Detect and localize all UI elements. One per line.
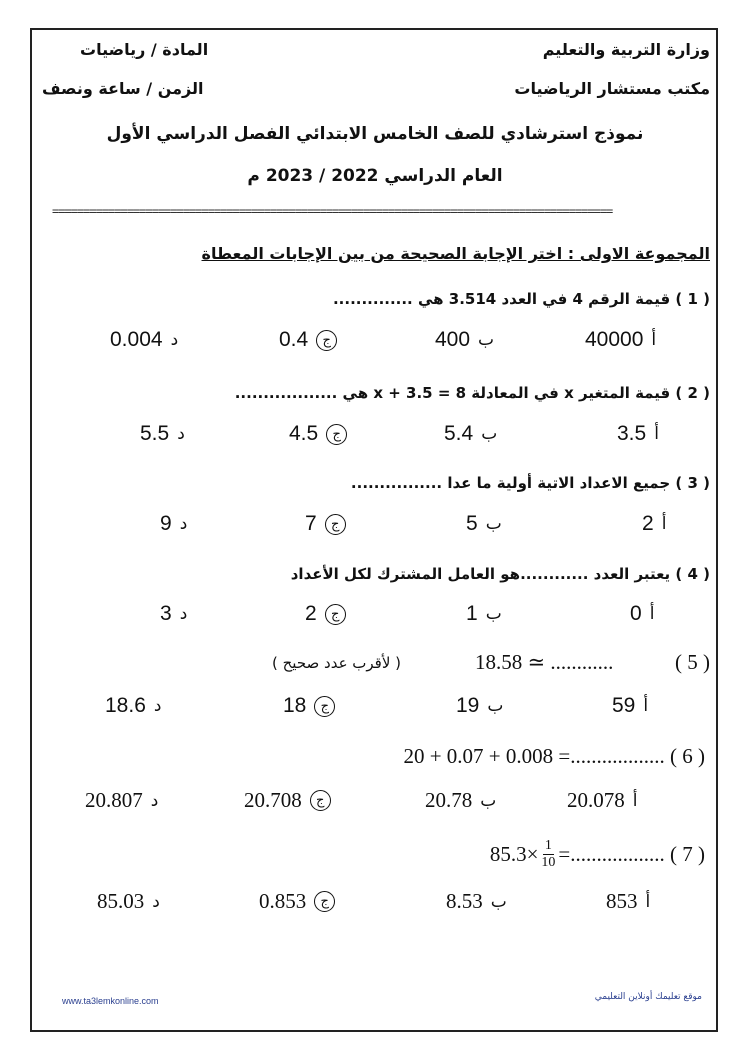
option-letter: ج <box>316 330 337 351</box>
q7-option-c <box>259 889 335 914</box>
question-2: ( 2 ) قيمة المتغير x في المعادلة 8 = x + 3.5 هي .................. <box>234 384 710 402</box>
option-value: 18 <box>283 694 307 717</box>
q2-option-a <box>617 422 659 446</box>
q2-option-d <box>140 422 185 446</box>
q4-option-a <box>630 602 654 626</box>
q6-option-b <box>425 788 496 813</box>
question-1: ( 1 ) قيمة الرقم 4 في العدد 3.514 هي .............. <box>332 290 710 308</box>
question-4: ( 4 ) يعتبر العدد ............هو العامل المشترك لكل الأعداد <box>290 565 710 583</box>
option-value: 0 <box>630 602 642 625</box>
separator-line: ========================================================================================== <box>52 204 613 218</box>
q3-option-a <box>642 512 666 536</box>
question-5-note: ( لأقرب عدد صحيح ) <box>272 654 402 672</box>
q5-option-a <box>612 694 648 718</box>
question-5-expression: 18.58 ≃ ............ <box>475 650 614 674</box>
option-letter: أ <box>661 514 667 534</box>
option-value: 85.03 <box>97 889 145 913</box>
fraction <box>541 838 555 871</box>
q5-option-d <box>105 694 161 718</box>
option-value: 3.5 <box>617 422 647 445</box>
footer-url[interactable]: www.ta3lemkonline.com <box>62 996 159 1006</box>
option-value: 853 <box>606 889 638 913</box>
option-value: 19 <box>456 694 480 717</box>
option-value: 20.78 <box>425 788 473 812</box>
option-letter: أ <box>654 424 659 444</box>
exam-title: نموذج استرشادي للصف الخامس الابتدائي الفصل الدراسي الأول <box>106 124 644 144</box>
ministry-label: وزارة التربية والتعليم <box>542 40 710 59</box>
q6-option-d <box>85 788 158 813</box>
option-letter: ب <box>487 696 504 716</box>
option-letter: ب <box>481 424 498 444</box>
q7-option-b <box>446 889 507 914</box>
question-6-expression: 20 + 0.07 + 0.008 =.................. ( 6 ) <box>403 744 705 768</box>
option-value: 8.53 <box>446 889 483 913</box>
option-letter: ب <box>480 790 497 811</box>
footer-site-name: موقع تعليمك أونلاين التعليمي <box>594 992 702 1002</box>
option-value: 5.4 <box>444 422 474 445</box>
option-value: 40000 <box>585 328 644 351</box>
question-7-right: =.................. ( 7 ) <box>558 842 705 866</box>
q1-option-a <box>585 328 656 352</box>
fraction-denominator: 10 <box>541 855 556 870</box>
option-letter: ب <box>490 891 507 912</box>
option-letter: ج <box>325 514 346 535</box>
q5-option-c <box>283 694 335 718</box>
q3-option-c <box>305 512 346 536</box>
option-letter: أ <box>651 330 657 350</box>
q2-option-c <box>289 422 347 446</box>
option-letter: ج <box>325 604 346 625</box>
option-value: 18.6 <box>105 694 146 717</box>
option-letter: أ <box>645 891 651 912</box>
academic-year: العام الدراسي 2022 / 2023 م <box>247 166 503 186</box>
q1-option-b <box>435 328 494 352</box>
option-letter: ج <box>314 891 335 912</box>
q7-option-a <box>606 889 650 914</box>
option-value: 400 <box>435 328 471 351</box>
option-value: 2 <box>642 512 654 535</box>
option-letter: د <box>153 696 162 716</box>
option-value: 20.807 <box>85 788 143 812</box>
option-letter: ب <box>485 604 502 624</box>
question-7-left: 85.3× <box>489 842 539 866</box>
question-5-number: ( 5 ) <box>675 650 710 674</box>
q1-option-c <box>279 328 337 352</box>
option-value: 2 <box>305 602 317 625</box>
option-value: 3 <box>160 602 172 625</box>
option-value: 20.708 <box>244 788 302 812</box>
q3-option-b <box>466 512 502 536</box>
option-value: 5.5 <box>140 422 170 445</box>
option-letter: ج <box>310 790 331 811</box>
option-value: 0.4 <box>279 328 309 351</box>
q4-option-d <box>160 602 187 626</box>
q7-option-d <box>97 889 160 914</box>
option-letter: د <box>177 424 185 444</box>
option-letter: أ <box>643 696 649 716</box>
q6-option-a <box>567 788 637 813</box>
option-value: 1 <box>466 602 478 625</box>
group-title: المجموعة الاولى : اختر الإجابة الصحيحة من بين الإجابات المعطاة <box>201 244 710 263</box>
option-letter: د <box>170 330 179 350</box>
option-letter: ج <box>314 696 335 717</box>
option-letter: أ <box>632 790 638 811</box>
option-letter: ب <box>485 514 502 534</box>
q4-option-c <box>305 602 346 626</box>
office-label: مكتب مستشار الرياضيات <box>514 79 710 98</box>
option-letter: د <box>152 891 160 912</box>
q2-option-b <box>444 422 497 446</box>
option-letter: د <box>150 790 159 811</box>
option-value: 59 <box>612 694 636 717</box>
q6-option-c <box>244 788 331 813</box>
option-value: 9 <box>160 512 172 535</box>
option-letter: أ <box>649 604 655 624</box>
option-letter: ج <box>326 424 347 445</box>
time-label: الزمن / ساعة ونصف <box>42 79 204 98</box>
option-value: 4.5 <box>289 422 319 445</box>
option-value: 0.853 <box>259 889 307 913</box>
subject-label: المادة / رياضيات <box>80 40 209 59</box>
option-value: 0.004 <box>110 328 163 351</box>
q5-option-b <box>456 694 503 718</box>
q1-option-d <box>110 328 178 352</box>
option-value: 5 <box>466 512 478 535</box>
option-letter: ب <box>478 330 495 350</box>
fraction-numerator: 1 <box>544 838 552 853</box>
question-7-expression <box>490 838 705 871</box>
option-value: 20.078 <box>567 788 625 812</box>
q4-option-b <box>466 602 502 626</box>
q3-option-d <box>160 512 187 536</box>
option-letter: د <box>179 514 188 534</box>
option-letter: د <box>179 604 188 624</box>
option-value: 7 <box>305 512 317 535</box>
question-3: ( 3 ) جميع الاعداد الاتية أولية ما عدا ................ <box>350 474 710 492</box>
